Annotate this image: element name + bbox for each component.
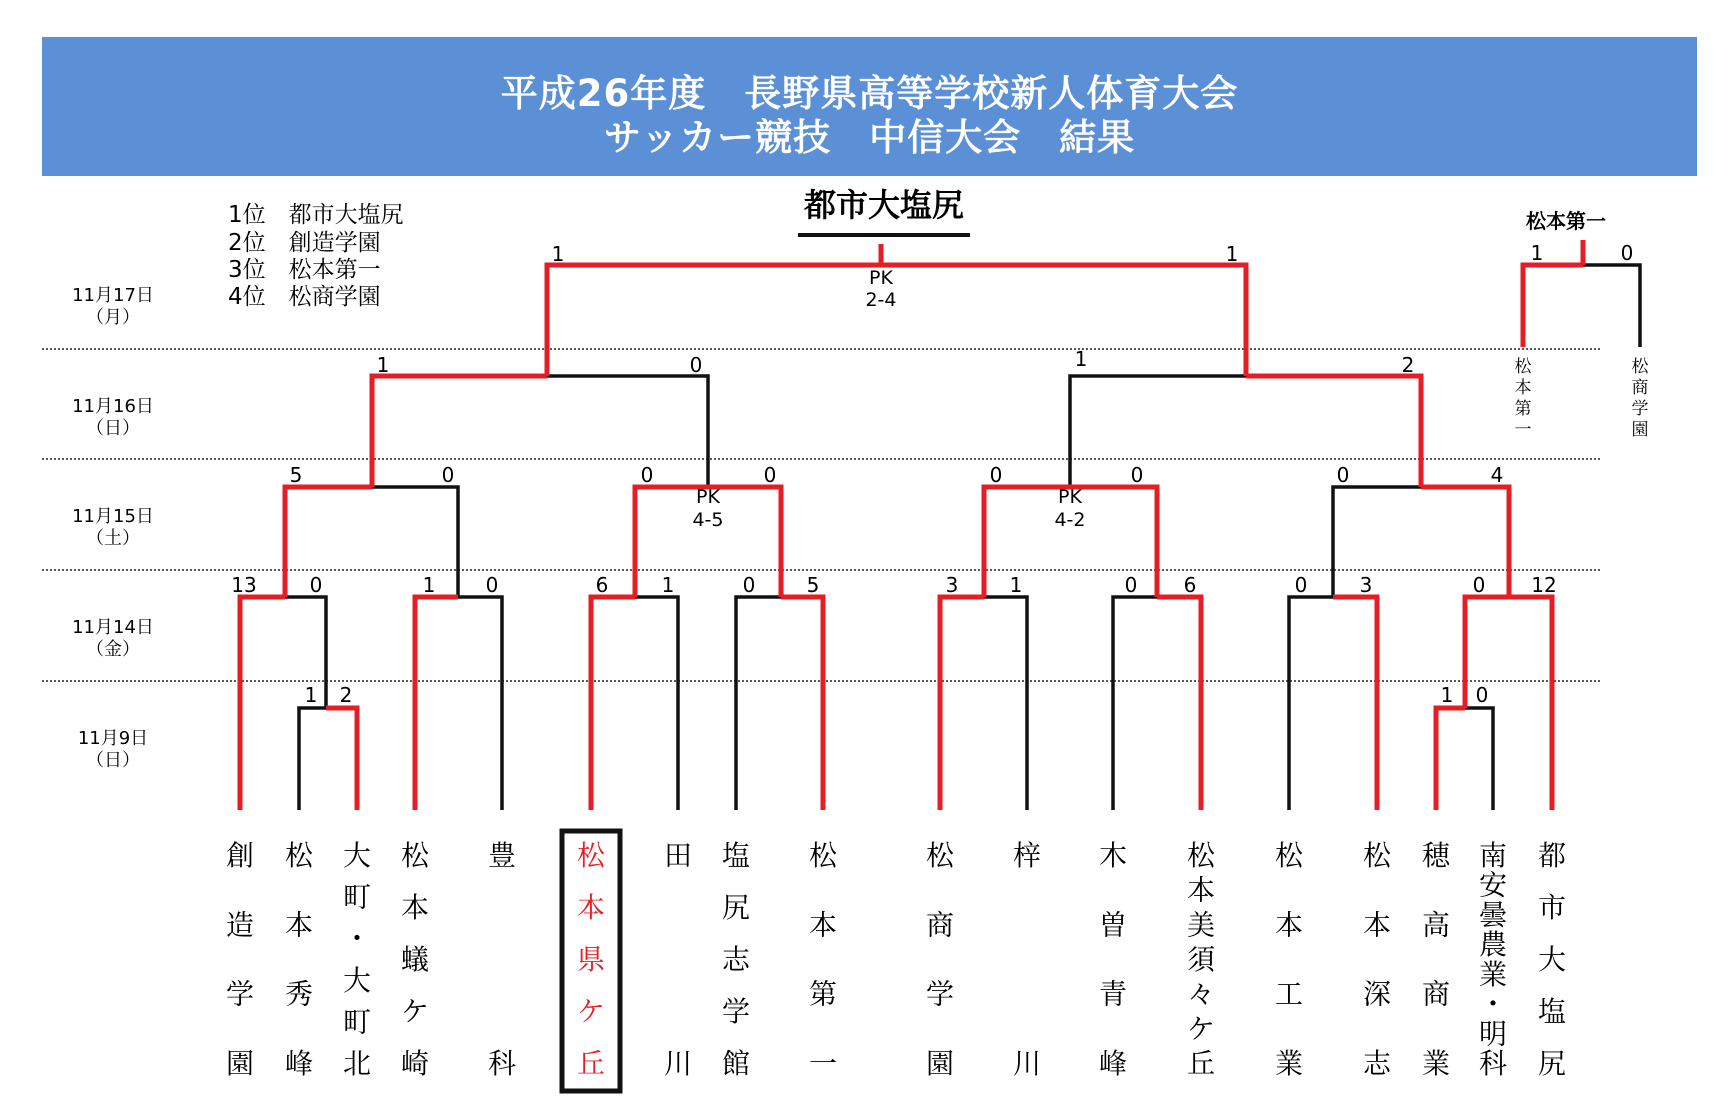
team-name-char: 南 <box>1478 839 1508 872</box>
third-place-team-char: 松 <box>1514 357 1532 377</box>
team-name-char: 学 <box>925 977 955 1011</box>
score-right: 0 <box>689 353 703 377</box>
team-name-char: 志 <box>1362 1047 1392 1080</box>
team-name-char: 松 <box>1274 839 1304 872</box>
winner-path <box>781 597 823 810</box>
score-right: 5 <box>806 573 820 597</box>
team-name-char: 田 <box>663 839 693 872</box>
pk-label: PK <box>1058 486 1082 508</box>
winner-path <box>326 708 357 810</box>
score-right: 4 <box>1490 463 1504 487</box>
date-label: 11月9日 <box>77 728 149 749</box>
team-name-char: 北 <box>342 1047 372 1080</box>
winner-path <box>1421 487 1509 597</box>
third-place-winner: 松本第一 <box>1526 209 1606 233</box>
team-name-char: 青 <box>1098 977 1128 1011</box>
team-name-char: 本 <box>284 908 314 942</box>
winner-path <box>1070 487 1157 597</box>
team-names <box>226 839 1566 1080</box>
pk-score: 4-2 <box>1054 509 1086 531</box>
loser-path <box>1465 708 1493 810</box>
loser-path <box>984 597 1027 810</box>
team-name-char: 安 <box>1478 868 1508 902</box>
score-left: 1 <box>551 242 565 266</box>
date-day: （金） <box>86 639 140 660</box>
score-right: 0 <box>1130 463 1144 487</box>
team-name-char: ケ <box>576 995 606 1028</box>
team-name-char: 秀 <box>284 977 314 1011</box>
winner-path <box>940 597 984 810</box>
standing-4th: 4位 松商学園 <box>228 284 381 310</box>
team-name-char: 高 <box>1421 908 1451 942</box>
team-name-char: 県 <box>576 943 606 976</box>
winner-path <box>415 597 458 810</box>
team-name-char: 尻 <box>1537 1047 1567 1080</box>
team-name-char: 須 <box>1186 943 1216 976</box>
team-name-char: 松 <box>808 839 838 872</box>
score-left: 1 <box>304 683 318 707</box>
loser-path <box>1113 597 1157 810</box>
date-label: 11月15日 <box>72 506 154 527</box>
third-place-teams <box>1515 357 1650 440</box>
loser-path <box>458 597 502 810</box>
team-name-char: 豊 <box>487 839 517 872</box>
team-name-char: 尻 <box>721 891 751 924</box>
loser-path <box>736 597 781 810</box>
team-name-char: 第 <box>808 977 838 1011</box>
score-left: 1 <box>1074 347 1088 371</box>
bracket-labels <box>72 186 1633 771</box>
team-name-char: ケ <box>400 995 430 1028</box>
team-name-char: 商 <box>925 908 955 942</box>
team-name-char: 園 <box>925 1047 955 1080</box>
loser-path <box>1289 597 1333 810</box>
third-place-team-char: 松 <box>1631 357 1649 377</box>
team-name-char: 工 <box>1274 977 1304 1011</box>
team-name-char: 崎 <box>400 1047 430 1080</box>
team-name-char: 峰 <box>1098 1047 1128 1080</box>
team-name-char: 松 <box>925 839 955 872</box>
team-name-char: 穂 <box>1421 839 1451 872</box>
team-name-char: 松 <box>576 839 606 872</box>
score-right: 1 <box>1009 573 1023 597</box>
date-day: （土） <box>86 528 140 549</box>
third-place-team-char: 商 <box>1631 378 1649 398</box>
winner-path <box>1157 597 1201 810</box>
team-name-char: 塩 <box>1537 995 1567 1028</box>
team-name-char: 本 <box>400 891 430 924</box>
bracket-lines-winner <box>240 240 1583 810</box>
score-left: 0 <box>1294 573 1308 597</box>
score-left: 0 <box>742 573 756 597</box>
team-name-char: 科 <box>487 1047 517 1080</box>
score-right: 0 <box>763 463 777 487</box>
score-left: 1 <box>376 353 390 377</box>
winner-path <box>1246 376 1421 487</box>
loser-path <box>1333 487 1421 597</box>
date-day: （日） <box>86 750 140 771</box>
score-right: 2 <box>339 683 353 707</box>
standing-1st: 1位 都市大塩尻 <box>228 202 404 228</box>
team-name-char: 町 <box>342 1005 372 1039</box>
third-place-team-char: 学 <box>1631 399 1649 419</box>
team-name-char: 本 <box>1362 908 1392 942</box>
team-name-char: 曽 <box>1098 908 1128 942</box>
team-name-char: 業 <box>1274 1047 1304 1080</box>
winner-path <box>1333 597 1377 810</box>
score-right: 12 <box>1531 573 1557 597</box>
pk-label: PK <box>696 486 720 508</box>
third-place-team-char: 一 <box>1514 420 1532 440</box>
team-name-char: 丘 <box>1186 1047 1216 1080</box>
winner-path <box>1523 265 1583 347</box>
score-right: 0 <box>309 573 323 597</box>
score-left: 6 <box>595 573 609 597</box>
team-name-char: 大 <box>342 963 372 997</box>
winner-path <box>881 265 1246 376</box>
score-left: 0 <box>1336 463 1350 487</box>
loser-path <box>1583 265 1640 347</box>
loser-path <box>372 487 458 597</box>
team-name-char: 学 <box>721 995 751 1028</box>
score-left: 13 <box>231 573 257 597</box>
team-name-char: 松 <box>1186 839 1216 872</box>
score-left: 0 <box>640 463 654 487</box>
pk-score: 2-4 <box>865 289 897 311</box>
team-name-char: 造 <box>225 908 255 942</box>
score-right: 3 <box>1359 573 1373 597</box>
score-right: 0 <box>1475 683 1489 707</box>
team-name-char: 館 <box>721 1047 751 1080</box>
team-name-char: 園 <box>225 1047 255 1080</box>
winner-path <box>240 597 285 810</box>
winner-path <box>372 376 547 487</box>
team-name-char: 科 <box>1478 1047 1508 1080</box>
team-name-char: 深 <box>1362 977 1392 1011</box>
team-name-char: 業 <box>1478 957 1508 991</box>
loser-path <box>547 376 708 487</box>
team-name-char: 松 <box>1362 839 1392 872</box>
winner-path <box>1509 597 1552 810</box>
team-name-char: ・ <box>342 922 372 956</box>
score-right: 1 <box>1225 242 1239 266</box>
score-right: 6 <box>1183 573 1197 597</box>
team-name-char: 一 <box>808 1047 838 1080</box>
team-name-char: 川 <box>1012 1047 1042 1080</box>
team-name-char: 松 <box>400 839 430 872</box>
score-left: 5 <box>289 463 303 487</box>
pk-score: 4-5 <box>692 509 724 531</box>
date-label: 11月14日 <box>72 617 154 638</box>
third-place-team-char: 第 <box>1514 399 1532 419</box>
team-name-char: 美 <box>1186 908 1216 942</box>
score-left: 0 <box>1124 573 1138 597</box>
score-left: 1 <box>1530 241 1544 265</box>
score-left: 0 <box>1472 573 1486 597</box>
team-name-char: ・ <box>1478 987 1508 1021</box>
team-name-char: 川 <box>663 1047 693 1080</box>
date-day: （日） <box>86 418 140 439</box>
team-name-char: 曇 <box>1478 898 1508 932</box>
team-name-char: 木 <box>1098 839 1128 872</box>
team-name-char: 丘 <box>576 1047 606 1080</box>
team-name-char: 志 <box>721 943 751 976</box>
score-right: 0 <box>485 573 499 597</box>
team-name-char: 大 <box>1537 943 1567 976</box>
date-label: 11月17日 <box>72 285 154 306</box>
team-name-char: 塩 <box>721 839 751 872</box>
score-left: 3 <box>945 573 959 597</box>
team-name-char: 創 <box>225 839 255 872</box>
team-name-char: 大 <box>342 839 372 872</box>
team-name-char: 都 <box>1537 839 1567 872</box>
title-line-2: サッカー競技 中信大会 結果 <box>603 116 1136 159</box>
team-name-char: 学 <box>225 977 255 1011</box>
score-left: 1 <box>422 573 436 597</box>
loser-path <box>299 708 326 810</box>
third-place-team-char: 園 <box>1631 420 1649 440</box>
standing-2nd: 2位 創造学園 <box>228 230 381 256</box>
third-place-team-char: 本 <box>1514 378 1532 398</box>
team-name-char: 々 <box>1186 977 1216 1011</box>
team-name-char: 農 <box>1478 928 1508 962</box>
score-left: 1 <box>1440 683 1454 707</box>
team-name-char: 本 <box>1186 873 1216 907</box>
score-right: 1 <box>661 573 675 597</box>
winner-path <box>285 487 372 597</box>
team-name-char: 本 <box>808 908 838 942</box>
champion-name: 都市大塩尻 <box>803 186 965 224</box>
score-right: 0 <box>1620 241 1634 265</box>
score-left: 0 <box>989 463 1003 487</box>
team-name-char: ケ <box>1186 1012 1216 1046</box>
standing-3rd: 3位 松本第一 <box>228 257 381 283</box>
winner-path <box>1436 708 1465 810</box>
date-label: 11月16日 <box>72 396 154 417</box>
winner-path <box>591 597 635 810</box>
team-name-char: 市 <box>1537 891 1567 924</box>
team-name-char: 明 <box>1478 1017 1508 1051</box>
team-name-char: 梓 <box>1012 839 1042 872</box>
loser-path <box>1070 376 1246 487</box>
loser-path <box>635 597 678 810</box>
team-name-char: 業 <box>1421 1047 1451 1080</box>
team-name-char: 松 <box>284 839 314 872</box>
date-day: （月） <box>86 307 140 328</box>
team-name-char: 本 <box>1274 908 1304 942</box>
winner-path <box>547 265 881 376</box>
title-line-1: 平成26年度 長野県高等学校新人体育大会 <box>500 72 1239 115</box>
team-name-char: 商 <box>1421 977 1451 1011</box>
score-right: 2 <box>1401 353 1415 377</box>
score-right: 0 <box>441 463 455 487</box>
team-name-char: 峰 <box>284 1047 314 1080</box>
pk-label: PK <box>869 267 893 289</box>
team-name-char: 町 <box>342 880 372 914</box>
team-name-char: 本 <box>576 891 606 924</box>
team-name-char: 蟻 <box>400 943 430 976</box>
